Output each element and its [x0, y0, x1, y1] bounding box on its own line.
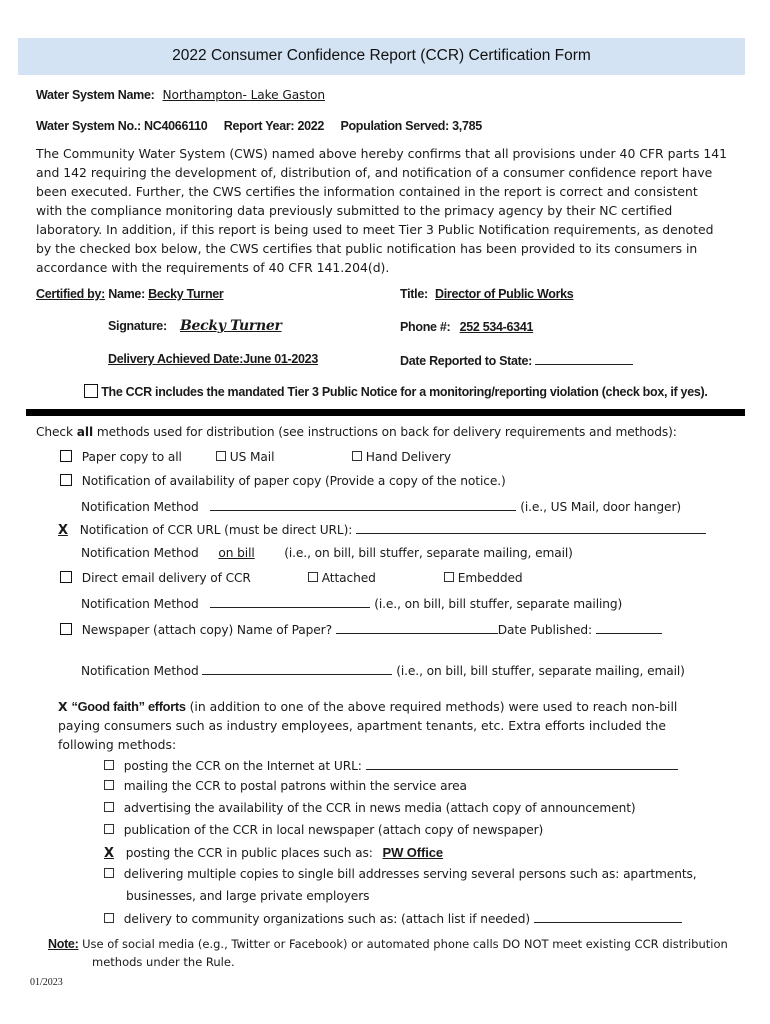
signature-row — [108, 318, 320, 334]
publication-checkbox[interactable] — [104, 824, 114, 834]
form-title: 2022 Consumer Confidence Report (CCR) Certification Form — [172, 47, 591, 64]
intro-text: Check — [36, 425, 77, 439]
attached-checkbox[interactable] — [308, 572, 318, 582]
title-row — [400, 287, 593, 301]
report-year[interactable]: Report Year: 2022 — [223, 119, 325, 133]
paragraph-line: and 142 requiring the development of, distribution of, and notification of a consumer confidence report have — [36, 165, 713, 180]
paper-method-field[interactable] — [210, 498, 516, 511]
mailing-checkbox[interactable] — [104, 780, 114, 790]
tier3-notice-text: The CCR includes the mandated Tier 3 Public Notice for a monitoring/reporting violation (check box, if yes). — [101, 385, 708, 399]
newspaper-label: Newspaper (attach copy) Name of Paper? — [81, 623, 332, 637]
good-faith-paragraph — [58, 697, 738, 754]
delivery-date-row — [108, 352, 318, 366]
note-label: Note: — [48, 937, 79, 951]
tier3-notice-row — [84, 384, 708, 399]
community-label: delivery to community organizations such as: (attach list if needed) — [123, 912, 530, 926]
good-faith-heading: “Good faith” efforts — [71, 699, 186, 714]
date-reported-label: Date Reported to State: — [400, 354, 533, 368]
distribution-intro — [36, 425, 677, 439]
paragraph-line: with the compliance monitoring data previously submitted to the primacy agency by their NC certified — [36, 203, 673, 218]
good-faith-check-mark[interactable]: X — [58, 699, 68, 714]
good-faith-item-mailing — [104, 779, 467, 793]
multiple-label: delivering multiple copies to single bill addresses serving several persons such as: apartments, — [123, 867, 697, 881]
date-published-field[interactable] — [596, 621, 662, 634]
good-faith-text: following methods: — [58, 737, 177, 752]
newspaper-row — [60, 621, 662, 637]
signature-label: Signature: — [108, 319, 167, 333]
good-faith-item-publication — [104, 823, 543, 837]
email-delivery-row — [60, 571, 251, 585]
internet-checkbox[interactable] — [104, 760, 114, 770]
community-field[interactable] — [534, 910, 682, 923]
advertising-checkbox[interactable] — [104, 802, 114, 812]
note-line-2 — [92, 955, 235, 969]
us-mail-label: US Mail — [229, 450, 275, 464]
embedded-checkbox[interactable] — [444, 572, 454, 582]
good-faith-item-multiple — [104, 867, 697, 881]
advertising-label: advertising the availability of the CCR in news media (attach copy of announcement) — [123, 801, 636, 815]
newspaper-method-hint: (i.e., on bill, bill stuffer, separate mailing, email) — [396, 664, 685, 678]
good-faith-text: paying consumers such as industry employees, apartment tenants, etc. Extra efforts included the — [58, 718, 666, 733]
us-mail-option — [216, 450, 274, 464]
url-row — [58, 521, 706, 538]
signature-value[interactable]: Becky Turner — [180, 318, 282, 334]
tier3-checkbox[interactable] — [84, 384, 98, 398]
certification-paragraph — [36, 144, 726, 277]
water-system-name-label: Water System Name: — [36, 88, 155, 102]
water-system-name-row — [36, 88, 445, 102]
notification-method-label: Notification Method — [81, 597, 199, 611]
paragraph-line: accordance with the requirements of 40 CFR 141.204(d). — [36, 260, 390, 275]
good-faith-item-advertising — [104, 801, 636, 815]
publication-label: publication of the CCR in local newspaper (attach copy of newspaper) — [123, 823, 544, 837]
certified-by-label: Certified by: — [36, 287, 106, 301]
date-reported-field[interactable] — [535, 352, 633, 365]
title-band — [18, 38, 745, 75]
paragraph-line: by the checked box below, the CWS certifies that public notification has been provided to its consumers in — [36, 241, 698, 256]
email-method-hint: (i.e., on bill, bill stuffer, separate mailing) — [374, 597, 623, 611]
multiple-label-cont: businesses, and large private employers — [126, 889, 370, 903]
internet-label: posting the CCR on the Internet at URL: — [123, 759, 362, 773]
date-published-label: Date Published: — [497, 623, 593, 637]
newspaper-method-field[interactable] — [202, 662, 392, 675]
population-served[interactable]: Population Served: 3,785 — [340, 119, 482, 133]
paper-method-hint: (i.e., US Mail, door hanger) — [520, 500, 682, 514]
hand-delivery-option — [352, 450, 451, 464]
public-places-check-mark[interactable]: X — [104, 846, 114, 861]
mailing-label: mailing the CCR to postal patrons within the service area — [123, 779, 467, 793]
notification-method-label: Notification Method — [81, 500, 199, 514]
title-label: Title: — [400, 287, 428, 301]
embedded-option — [444, 571, 523, 585]
public-places-label: posting the CCR in public places such as: — [125, 846, 373, 860]
phone-value[interactable]: 252 534-6341 — [459, 320, 534, 334]
url-method-row — [81, 546, 573, 560]
notification-paper-checkbox[interactable] — [60, 474, 72, 486]
newspaper-name-field[interactable] — [336, 621, 498, 634]
good-faith-item-public-places — [104, 845, 617, 861]
name-label: Name: — [108, 287, 145, 301]
url-check-mark[interactable]: X — [58, 523, 68, 538]
url-field[interactable] — [356, 521, 706, 534]
url-method-value[interactable]: on bill — [218, 546, 255, 560]
paragraph-line: laboratory. In addition, if this report is being used to meet Tier 3 Public Notification requirements, as denoted — [36, 222, 714, 237]
url-method-hint: (i.e., on bill, bill stuffer, separate mailing, email) — [284, 546, 573, 560]
paper-copy-row — [60, 450, 182, 464]
good-faith-item-internet — [104, 757, 678, 773]
paper-copy-checkbox[interactable] — [60, 450, 72, 462]
email-method-row — [81, 595, 622, 611]
newspaper-method-row — [81, 662, 685, 678]
internet-url-field[interactable] — [366, 757, 678, 770]
date-reported-row — [400, 352, 633, 368]
water-system-no[interactable]: Water System No.: NC4066110 — [36, 119, 208, 133]
good-faith-item-multiple-cont — [126, 889, 369, 903]
title-value[interactable]: Director of Public Works — [435, 287, 574, 301]
attached-label: Attached — [321, 571, 376, 585]
us-mail-checkbox[interactable] — [216, 451, 226, 461]
paragraph-line: been executed. Further, the CWS certifies the information contained in the report is correct and consistent — [36, 184, 698, 199]
embedded-label: Embedded — [457, 571, 523, 585]
water-system-name-value[interactable]: Northampton- Lake Gaston — [162, 88, 325, 102]
water-system-info-row — [36, 119, 482, 133]
delivery-date-label: Delivery Achieved Date: — [108, 352, 244, 366]
email-method-field[interactable] — [210, 595, 370, 608]
hand-delivery-label: Hand Delivery — [365, 450, 452, 464]
hand-delivery-checkbox[interactable] — [352, 451, 362, 461]
public-places-value[interactable]: PW Office — [382, 845, 444, 860]
good-faith-item-community — [104, 910, 682, 926]
notification-method-label: Notification Method — [81, 664, 199, 678]
email-delivery-label: Direct email delivery of CCR — [81, 571, 251, 585]
paragraph-line: The Community Water System (CWS) named above hereby confirms that all provisions under 40 CFR parts 141 — [36, 146, 728, 161]
url-label: Notification of CCR URL (must be direct URL): — [79, 523, 353, 537]
delivery-date-value[interactable]: June 01-2023 — [243, 352, 318, 366]
email-delivery-checkbox[interactable] — [60, 571, 72, 583]
paper-copy-label: Paper copy to all — [81, 450, 182, 464]
note-text: Use of social media (e.g., Twitter or Facebook) or automated phone calls DO NOT meet existing CCR distribution — [78, 937, 728, 951]
note-line — [48, 937, 728, 951]
newspaper-checkbox[interactable] — [60, 623, 72, 635]
phone-row — [400, 320, 564, 334]
attached-option — [308, 571, 376, 585]
good-faith-text: (in addition to one of the above required methods) were used to reach non-bill — [185, 699, 678, 714]
notification-paper-label: Notification of availability of paper copy (Provide a copy of the notice.) — [81, 474, 506, 488]
intro-text: methods used for distribution (see instructions on back for delivery requirements and methods): — [93, 425, 677, 439]
paper-method-row — [81, 498, 681, 514]
notification-paper-row — [60, 474, 506, 488]
intro-all-emphasis: all — [76, 425, 94, 439]
name-value[interactable]: Becky Turner — [148, 287, 224, 301]
phone-label: Phone #: — [400, 320, 451, 334]
note-text: methods under the Rule. — [92, 955, 235, 969]
certified-by-row — [36, 287, 244, 301]
notification-method-label: Notification Method — [81, 546, 199, 560]
section-divider — [26, 409, 745, 416]
community-checkbox[interactable] — [104, 913, 114, 923]
form-version: 01/2023 — [30, 977, 63, 988]
multiple-checkbox[interactable] — [104, 868, 114, 878]
